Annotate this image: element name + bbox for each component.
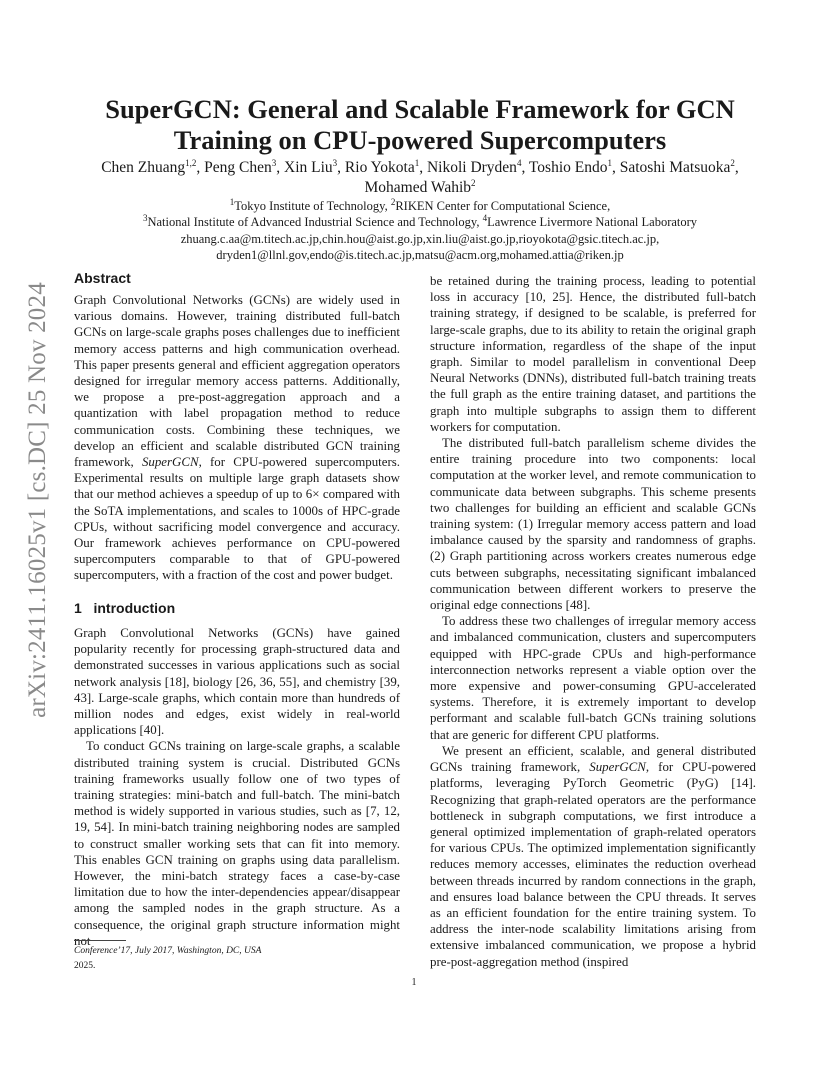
author-name: Chen Zhuang [101,159,186,176]
author-list [100,158,740,198]
paragraph-text: , for CPU-powered platforms, leveraging PyTorch Geometric (PyG) [14]. Recognizing that graph-related operators are the performance bottleneck in subgraph computations, we first introduce a general optimized implementation of graph-related operators for various CPUs. The optimized implementation significantly reduces memory accesses, eliminates the reduction overhead between threads incurred by random connections in the graph, and ensures load balance between the CPU threads. It serves as an efficient foundation for the entire training system. To address the inter-node scalability limitations arising from extensive imbalanced communication, we propose a hybrid pre-post-aggregation method (inspired [430,760,756,969]
footer-year: 2025. [74,961,96,971]
paragraph-text: We present an efficient, scalable, and general distributed GCNs training framework, [430,743,756,775]
affil-text: Lawrence Livermore National Laboratory [487,215,698,229]
section-number: 1 [74,600,82,616]
author-affil: 1 [607,157,612,168]
arxiv-id-text: arXiv:2411.16025v1 [cs.DC] 25 Nov 2024 [24,282,51,718]
section-heading-introduction [74,600,175,616]
email-line-1: zhuang.c.aa@m.titech.ac.jp,chin.hou@aist.go.jp,xin.liu@aist.go.jp,rioyokota@gsic.titech.ac.jp, [180,232,660,246]
page-number: 1 [411,977,417,988]
paragraph: be retained during the training process, leading to potential loss in accuracy [10, 25]. Hence, the distributed full-batch training strategy, if designed to be scalable, is preferred for large-scale graphs, due to its ability to retain the original graph structure information, regardless of the shape of the input graph. Similar to model parallelism in conventional Deep Neural Networks (DNNs), distributed full-batch training treats the full graph as the entire training dataset, and partitions the graph into multiple subgraphs to assign them to different workers for computation. [430,274,756,434]
arxiv-side-identifier [18,270,58,730]
affil-marker: 3 [142,212,148,223]
framework-name: SuperGCN [141,455,199,470]
affil-marker: 4 [482,212,488,223]
affil-marker: 1 [229,196,235,207]
introduction-body [74,625,400,949]
author-name: , Rio Yokota [337,159,415,176]
paragraph: To address these two challenges of irregular memory access and imbalanced communication, clusters and supercomputers equipped with HPC-grade CPUs and high-performance interconnection networks represent a viable option over the more expensive and power-consuming GPU-accelerated systems. Therefore, it is extremely important to develop performant and scalable full-batch GCNs training solutions that are generic for different CPU platforms. [430,614,756,742]
affil-marker: 2 [390,196,396,207]
affiliation-line-1 [60,198,780,214]
right-column [430,273,756,970]
title-line-2: Training on CPU-powered Supercomputers [173,125,667,155]
author-name: , Peng Chen [196,159,272,176]
email-line-2: dryden1@llnl.gov,endo@is.titech.ac.jp,matsu@acm.org,mohamed.attia@riken.jp [216,248,624,262]
paper-title [60,94,780,156]
author-affil: 3 [332,157,338,168]
paragraph [430,743,756,970]
author-affil: 1,2 [185,157,197,168]
paragraph: Graph Convolutional Networks (GCNs) have gained popularity recently for processing graph-structured data and demonstrated successes in various applications such as social network analysis [18], biology [26, 36, 55], and chemistry [39, 43]. Large-scale graphs, which contain more than hundreds of million nodes and edges, exist widely in real-world applications [40]. [74,626,400,738]
conference-info: Conference’17, July 2017, Washington, DC, USA [74,946,262,956]
author-name: , Xin Liu [276,159,333,176]
author-name: , Mohamed Wahib [364,159,739,196]
author-name: , Satoshi Matsuoka [611,159,731,176]
affiliation-line-2 [60,214,780,230]
author-affil: 1 [414,157,420,168]
affil-text: Tokyo Institute of Technology, [234,199,391,213]
abstract-heading: Abstract [74,270,131,286]
author-affil: 3 [271,157,277,168]
footnote-rule [74,940,126,941]
abstract-text: Graph Convolutional Networks (GCNs) are widely used in various domains. However, training distributed full-batch GCNs on large-scale graphs poses challenges due to inefficient memory access patterns and high communication overhead. This paper presents general and efficient aggregation operators designed for irregular memory access patterns. Additionally, we propose a pre-post-aggregation approach and a quantization with label propagation method to reduce communication costs. Combining these techniques, we develop an efficient and scalable distributed GCN training framework, [74,293,400,470]
title-line-1: SuperGCN: General and Scalable Framework for GCN [105,94,735,124]
paragraph: To conduct GCNs training on large-scale graphs, a scalable distributed training system is crucial. Distributed GCNs training frameworks usually follow one of two types of training strategies: mini-batch and full-batch. The mini-batch method is widely supported in various studies, such as [7, 12, 19, 54]. In mini-batch training neighboring nodes are sampled to construct smaller working sets that can fit into memory. This enables GCN training on graphs using data parallelism. However, the mini-batch strategy faces a case-by-case limitation due to how the inter-dependencies appear/disappear among the sampled nodes in the graph structure. As a consequence, the original graph structure information might not [74,739,400,948]
abstract-paragraph [74,292,400,584]
author-name: , Toshio Endo [521,159,608,176]
affil-text: RIKEN Center for Computational Science, [395,199,611,213]
affil-text: National Institute of Advanced Industrial Science and Technology, [147,215,483,229]
abstract-body [74,292,400,584]
paragraph: The distributed full-batch parallelism scheme divides the entire training procedure into two components: local computation at the worker level, and remote communication to communicate data between subgraphs. This scheme presents two challenges for building an efficient and scalable GCNs training system: (1) Irregular memory access pattern and load imbalance caused by the sparsity and randomness of graphs. (2) Graph partitioning across workers creates numerous edge cuts between subgraphs, necessitating significant imbalanced communication between different workers to preserve the original edge connections [48]. [430,436,756,613]
author-affil: 2 [471,177,476,188]
author-affil: 4 [516,157,522,168]
author-name: , Nikoli Dryden [419,159,517,176]
framework-name: SuperGCN [589,760,646,775]
author-affil: 2 [730,157,735,168]
abstract-text: , for CPU-powered supercomputers. Experimental results on multiple large graph datasets show that our method achieves a speedup of up to 6× compared with the SoTA implementations, and scales to 1000s of HPC-grade CPUs, without sacrificing model convergence and accuracy. Our framework achieves performance on CPU-powered supercomputers comparable to that of GPU-powered supercomputers, with a fraction of the cost and power budget. [74,455,400,583]
section-title: introduction [93,600,176,616]
